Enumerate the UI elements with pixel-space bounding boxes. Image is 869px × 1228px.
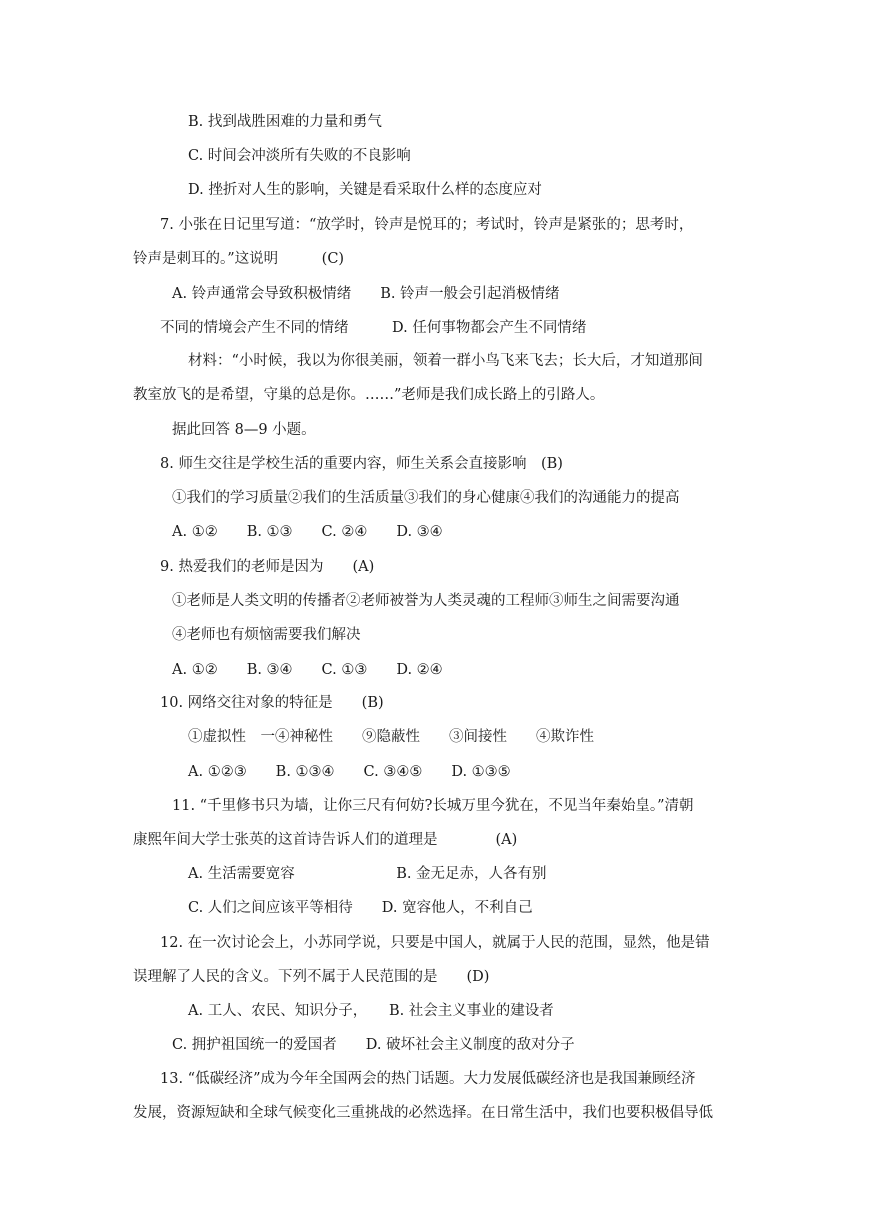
question-11-line-1: 11. “千里修书只为墙，让你三尺有何妨?长城万里今犹在，不见当年秦始皇。”清朝 — [172, 798, 694, 814]
question-12-options-cd: C. 拥护祖国统一的爱国者 D. 破坏社会主义制度的敌对分子 — [172, 1037, 575, 1053]
question-12-line-1: 12. 在一次讨论会上，小苏同学说，只要是中国人，就属于人民的范围，显然，他是错 — [160, 935, 710, 951]
question-11-line-2: 康熙年间大学士张英的这首诗告诉人们的道理是 (A) — [133, 832, 518, 848]
option-6b: B. 找到战胜困难的力量和勇气 — [188, 114, 382, 130]
question-9: 9. 热爱我们的老师是因为 (A) — [160, 559, 375, 575]
material-line-2: 教室放飞的是希望，守巢的总是你。……”老师是我们成长路上的引路人。 — [133, 387, 605, 403]
question-7-line-2: 铃声是刺耳的。”这说明 (C) — [133, 251, 345, 267]
question-11-options-cd: C. 人们之间应该平等相待 D. 宽容他人，不利自己 — [188, 900, 533, 916]
option-6d: D. 挫折对人生的影响，关键是看采取什么样的态度应对 — [188, 182, 542, 198]
question-7-options-cd: 不同的情境会产生不同的情绪 D. 任何事物都会产生不同情绪 — [160, 320, 587, 336]
material-instruction: 据此回答 8—9 小题。 — [172, 422, 316, 438]
question-8: 8. 师生交往是学校生活的重要内容，师生关系会直接影响 (B) — [160, 456, 563, 472]
option-6c: C. 时间会冲淡所有失败的不良影响 — [188, 148, 411, 164]
question-13-line-2: 发展，资源短缺和全球气候变化三重挑战的必然选择。在日常生活中，我们也要积极倡导低 — [133, 1105, 713, 1121]
question-12-line-2: 误理解了人民的含义。下列不属于人民范围的是 (D) — [133, 969, 490, 985]
question-13-line-1: 13. “低碳经济”成为今年全国两会的热门话题。大力发展低碳经济也是我国兼顾经济 — [160, 1071, 696, 1087]
question-7-line-1: 7. 小张在日记里写道：“放学时，铃声是悦耳的；考试时，铃声是紧张的；思考时， — [160, 217, 694, 233]
question-9-options: A. ①② B. ③④ C. ①③ D. ②④ — [172, 662, 443, 678]
question-11-options-ab: A. 生活需要宽容 B. 金无足赤，人各有别 — [188, 866, 547, 882]
question-8-options: A. ①② B. ①③ C. ②④ D. ③④ — [172, 524, 443, 540]
question-7-options-ab: A. 铃声通常会导致积极情绪 B. 铃声一般会引起消极情绪 — [172, 286, 560, 302]
question-8-items: ①我们的学习质量②我们的生活质量③我们的身心健康④我们的沟通能力的提高 — [172, 490, 680, 506]
question-9-items-1: ①老师是人类文明的传播者②老师被誉为人类灵魂的工程师③师生之间需要沟通 — [172, 593, 680, 609]
question-12-options-ab: A. 工人、农民、知识分子， B. 社会主义事业的建设者 — [188, 1003, 554, 1019]
question-10-options: A. ①②③ B. ①③④ C. ③④⑤ D. ①③⑤ — [188, 764, 511, 780]
question-10: 10. 网络交往对象的特征是 (B) — [160, 695, 384, 711]
question-9-items-2: ④老师也有烦恼需要我们解决 — [172, 627, 361, 643]
material-line-1: 材料：“小时候，我以为你很美丽，领着一群小鸟飞来飞去；长大后，才知道那间 — [188, 353, 703, 369]
question-10-items: ①虚拟性 一④神秘性 ⑨隐蔽性 ③间接性 ④欺诈性 — [188, 729, 594, 745]
